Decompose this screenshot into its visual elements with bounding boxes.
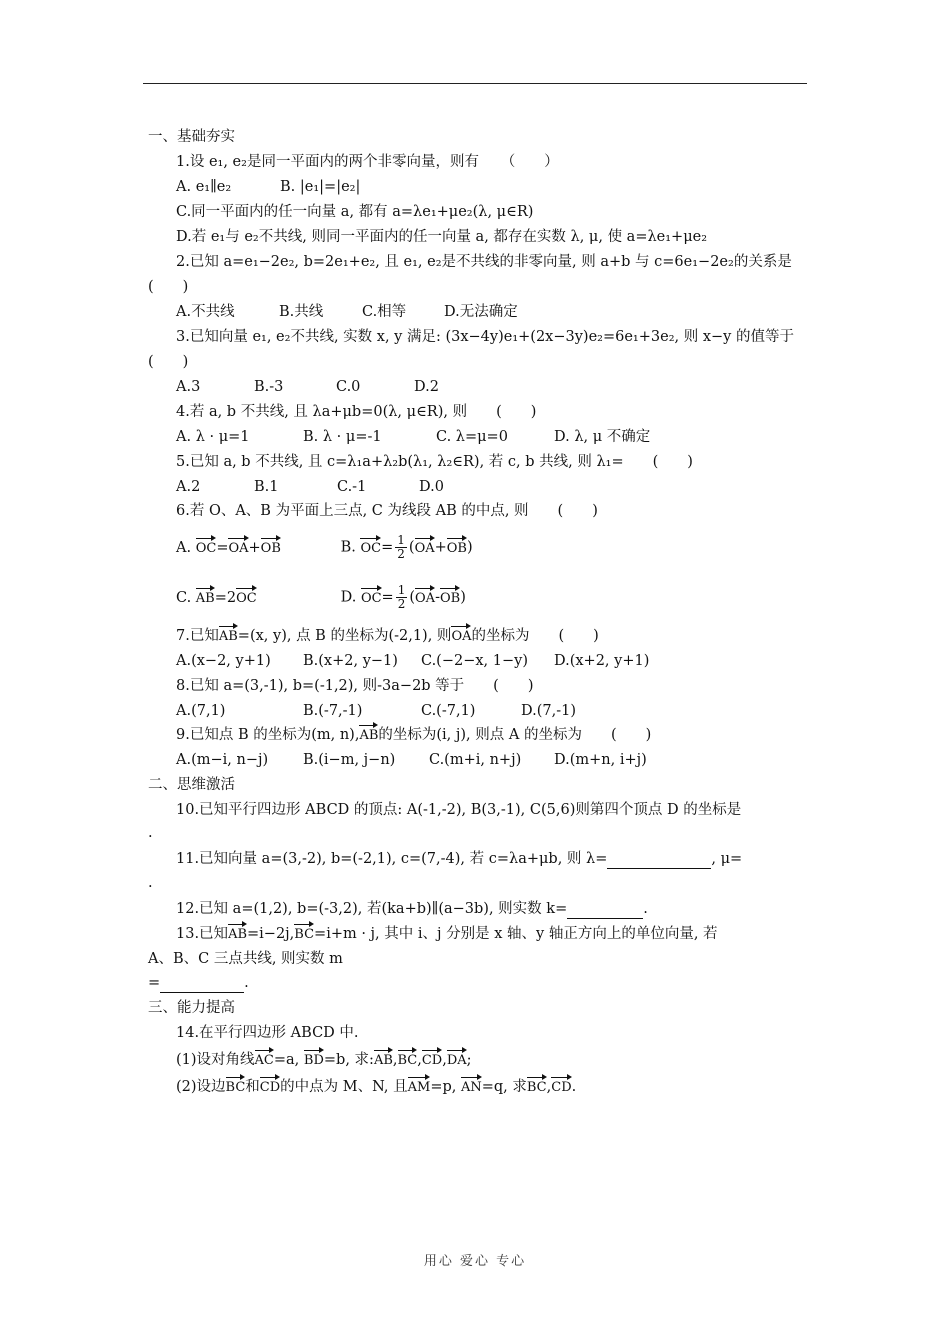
- vector-bc: BC: [294, 927, 315, 942]
- question-11-tail: .: [148, 875, 153, 891]
- question-6-options-ab: [176, 534, 812, 564]
- q9-option-a: A.(m−i, n−j): [176, 752, 269, 768]
- q5-option-d: D.0: [419, 479, 444, 495]
- question-10-tail: .: [148, 825, 153, 841]
- question-5-options: [176, 477, 812, 497]
- vector-oc: OC: [360, 590, 382, 606]
- question-9-stem: 9.已知点 B 的坐标为(m, n),AB的坐标为(i, j), 则点 A 的坐标为 ( ): [176, 727, 652, 743]
- question-5-stem: 5.已知 a, b 不共线, 且 c=λ₁a+λ₂b(λ₁, λ₂∈R), 若 c, b 共线, 则 λ₁= ( ): [176, 454, 693, 470]
- vector-bc: BC: [526, 1080, 547, 1095]
- q8-option-d: D.(7,-1): [521, 703, 576, 719]
- question-9-options: [176, 750, 812, 770]
- vector-ab: AB: [373, 1053, 393, 1068]
- vector-cd: CD: [421, 1053, 443, 1068]
- vector-oc: OC: [195, 540, 217, 556]
- question-4-options: [176, 427, 812, 447]
- question-2-stem: 2.已知 a=e₁−2e₂, b=2e₁+e₂, 且 e₁, e₂是不共线的非零向量, 则 a+b 与 c=6e₁−2e₂的关系是: [176, 254, 792, 270]
- question-12-stem: 12.已知 a=(1,2), b=(-3,2), 若(ka+b)∥(a−3b), 则实数 k= .: [176, 901, 648, 917]
- q4-option-c: C. λ=μ=0: [436, 429, 508, 445]
- q6-option-d: D. OC= $\frac{1}{2}$ (OA-OB): [340, 583, 466, 611]
- q7-option-a: A.(x−2, y+1): [176, 653, 271, 669]
- vector-cd: CD: [259, 1080, 281, 1095]
- q5-option-a: A.2: [176, 479, 201, 495]
- question-11-stem: 11.已知向量 a=(3,-2), b=(-2,1), c=(7,-4), 若 c=λa+μb, 则 λ= , μ=: [176, 851, 743, 867]
- question-2-paren: ( ): [148, 279, 189, 295]
- q2-option-c: C.相等: [362, 304, 407, 320]
- q9-option-d: D.(m+n, i+j): [554, 752, 647, 768]
- q3-option-a: A.3: [176, 379, 201, 395]
- question-3-paren: ( ): [148, 354, 189, 370]
- section-heading-1: 一、基础夯实: [148, 129, 235, 145]
- question-14-part-1: (1)设对角线AC=a, BD=b, 求:AB,BC,CD,DA;: [176, 1052, 472, 1068]
- question-6-options-cd: [176, 584, 812, 614]
- q8-option-c: C.(-7,1): [421, 703, 476, 719]
- vector-am: AM: [407, 1080, 431, 1095]
- q4-option-d: D. λ, μ 不确定: [554, 429, 651, 445]
- fraction-half: $\frac{1}{2}$: [397, 533, 405, 561]
- vector-bd: BD: [303, 1053, 324, 1068]
- q5-option-c: C.-1: [337, 479, 367, 495]
- vector-oc: OC: [360, 540, 382, 556]
- vector-ab: AB: [359, 728, 379, 743]
- answer-blank-lambda[interactable]: [607, 852, 711, 869]
- q2-option-d: D.无法确定: [444, 304, 518, 320]
- question-10-stem: 10.已知平行四边形 ABCD 的顶点: A(-1,-2), B(3,-1), C(5,6)则第四个顶点 D 的坐标是: [176, 802, 742, 818]
- q6-option-b: B. OC= $\frac{1}{2}$ (OA+OB): [340, 533, 473, 561]
- q8-option-b: B.(-7,-1): [303, 703, 363, 719]
- vector-da: DA: [446, 1053, 467, 1068]
- question-1-options-ab: [176, 177, 812, 197]
- q1-option-a: A. e₁∥e₂: [176, 179, 232, 195]
- vector-ab: AB: [195, 590, 215, 606]
- q1-option-c: C.同一平面内的任一向量 a, 都有 a=λe₁+μe₂(λ, μ∈R): [176, 204, 534, 220]
- vector-ob: OB: [439, 590, 461, 606]
- section-heading-3: 三、能力提高: [148, 1000, 235, 1016]
- question-13-line2: A、B、C 三点共线, 则实数 m: [148, 951, 343, 967]
- page-footer: 用心 爱心 专心: [423, 1254, 527, 1269]
- vector-oa: OA: [451, 629, 472, 644]
- question-3-stem: 3.已知向量 e₁, e₂不共线, 实数 x, y 满足: (3x−4y)e₁+(2x−3y)e₂=6e₁+3e₂, 则 x−y 的值等于: [176, 329, 794, 345]
- question-7-stem: 7.已知AB=(x, y), 点 B 的坐标为(-2,1), 则OA的坐标为 ( ): [176, 628, 599, 644]
- vector-oa: OA: [415, 590, 436, 606]
- q9-option-c: C.(m+i, n+j): [429, 752, 522, 768]
- vector-an: AN: [460, 1080, 482, 1095]
- q2-option-a: A.不共线: [176, 304, 235, 320]
- q5-option-b: B.1: [254, 479, 279, 495]
- question-1-stem: 1.设 e₁, e₂是同一平面内的两个非零向量，则有 （ ）: [176, 154, 559, 170]
- question-14-part-2: (2)设边BC和CD的中点为 M、N, 且AM=p, AN=q, 求BC,CD.: [176, 1079, 577, 1095]
- section-heading-2: 二、思维激活: [148, 777, 235, 793]
- q3-option-d: D.2: [414, 379, 439, 395]
- q3-option-c: C.0: [336, 379, 361, 395]
- q6-option-c: C. AB=2OC: [176, 589, 257, 606]
- vector-oa: OA: [228, 540, 249, 556]
- header-rule: [143, 83, 807, 84]
- q8-option-a: A.(7,1): [176, 703, 226, 719]
- vector-oa: OA: [414, 540, 435, 556]
- question-14-stem: 14.在平行四边形 ABCD 中.: [176, 1025, 359, 1041]
- question-8-options: [176, 701, 812, 721]
- answer-blank-k[interactable]: [567, 902, 643, 919]
- vector-ob: OB: [446, 540, 467, 556]
- question-8-stem: 8.已知 a=(3,-1), b=(-1,2), 则-3a−2b 等于 ( ): [176, 678, 534, 694]
- question-7-options: [176, 651, 812, 671]
- vector-ob: OB: [260, 540, 281, 556]
- q1-option-b: B. |e₁|=|e₂|: [280, 179, 361, 195]
- question-6-stem: 6.若 O、A、B 为平面上三点, C 为线段 AB 的中点, 则 ( ): [176, 503, 598, 519]
- vector-oc: OC: [236, 590, 257, 606]
- question-2-options: [176, 302, 812, 322]
- vector-ac: AC: [254, 1053, 274, 1068]
- fraction-half: $\frac{1}{2}$: [397, 583, 406, 611]
- vector-bc: BC: [225, 1080, 246, 1095]
- q1-option-d: D.若 e₁与 e₂不共线, 则同一平面内的任一向量 a, 都存在实数 λ, μ, 使 a=λe₁+μe₂: [176, 229, 708, 245]
- question-3-options: [176, 377, 812, 397]
- q7-option-c: C.(−2−x, 1−y): [421, 653, 528, 669]
- vector-cd: CD: [551, 1080, 572, 1095]
- q6-option-a: A. OC=OA+OB: [176, 539, 281, 556]
- q4-option-b: B. λ · μ=-1: [303, 429, 382, 445]
- vector-ab: AB: [228, 927, 248, 942]
- q2-option-b: B.共线: [279, 304, 324, 320]
- q7-option-d: D.(x+2, y+1): [554, 653, 650, 669]
- vector-ab: AB: [218, 629, 238, 644]
- q7-option-b: B.(x+2, y−1): [303, 653, 398, 669]
- q4-option-a: A. λ · μ=1: [176, 429, 250, 445]
- q3-option-b: B.-3: [254, 379, 284, 395]
- question-13-answer: = .: [148, 975, 249, 991]
- vector-bc: BC: [397, 1053, 418, 1068]
- answer-blank-m[interactable]: [160, 976, 244, 993]
- q9-option-b: B.(i−m, j−n): [303, 752, 396, 768]
- question-4-stem: 4.若 a, b 不共线, 且 λa+μb=0(λ, μ∈R), 则 ( ): [176, 404, 537, 420]
- question-13-stem: 13.已知AB=i−2j,BC=i+m · j, 其中 i、j 分别是 x 轴、y 轴正方向上的单位向量, 若: [176, 926, 718, 942]
